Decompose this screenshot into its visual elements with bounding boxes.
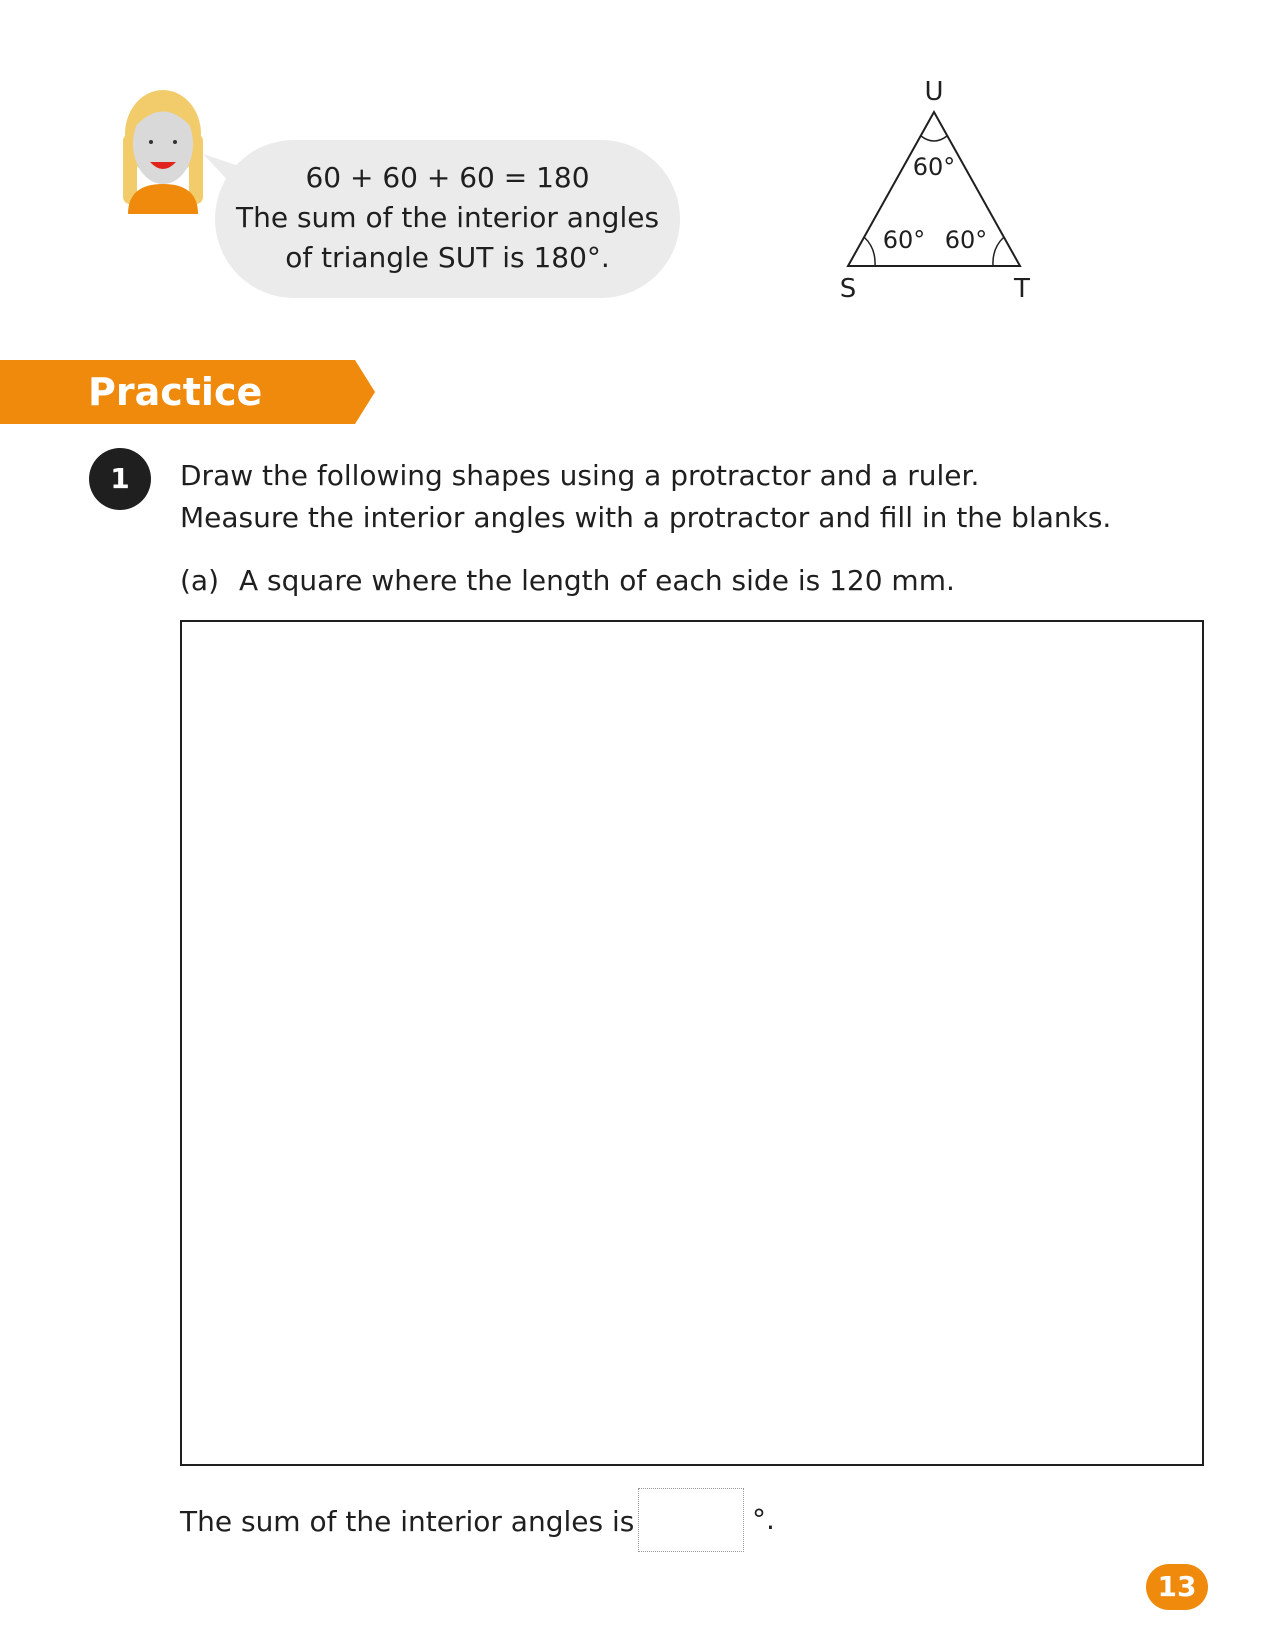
answer-prompt: The sum of the interior angles is — [180, 1505, 635, 1538]
bubble-line-2: The sum of the interior angles — [235, 201, 660, 234]
vertex-label-t: T — [1014, 274, 1030, 304]
angle-arc-u — [921, 136, 947, 141]
part-a-label: (a) — [180, 564, 220, 597]
speech-bubble — [215, 140, 680, 298]
part-a-text: A square where the length of each side is 120 mm. — [239, 564, 955, 597]
degree-suffix: °. — [752, 1503, 775, 1536]
angle-arc-s — [864, 237, 875, 266]
triangle-sut-diagram — [830, 70, 1050, 310]
angle-label-u: 60° — [912, 153, 956, 181]
vertex-label-u: U — [924, 77, 944, 107]
girl-character-illustration — [118, 84, 208, 214]
bubble-equation: 60 + 60 + 60 = 180 — [305, 161, 590, 194]
vertex-label-s: S — [839, 274, 857, 304]
angle-label-t: 60° — [944, 226, 988, 254]
angle-arc-t — [993, 237, 1004, 266]
angle-label-s: 60° — [882, 226, 926, 254]
drawing-area[interactable] — [180, 620, 1204, 1466]
question-instruction-1: Draw the following shapes using a protractor and a ruler. — [180, 459, 980, 492]
answer-input-box[interactable] — [638, 1488, 744, 1552]
question-number-badge: 1 — [89, 448, 151, 510]
bubble-line-3: of triangle SUT is 180°. — [285, 241, 610, 274]
triangle-outline — [848, 112, 1020, 266]
practice-heading: Practice — [88, 370, 263, 414]
question-instruction-2: Measure the interior angles with a protractor and fill in the blanks. — [180, 501, 1112, 534]
page-number-badge: 13 — [1146, 1564, 1208, 1610]
